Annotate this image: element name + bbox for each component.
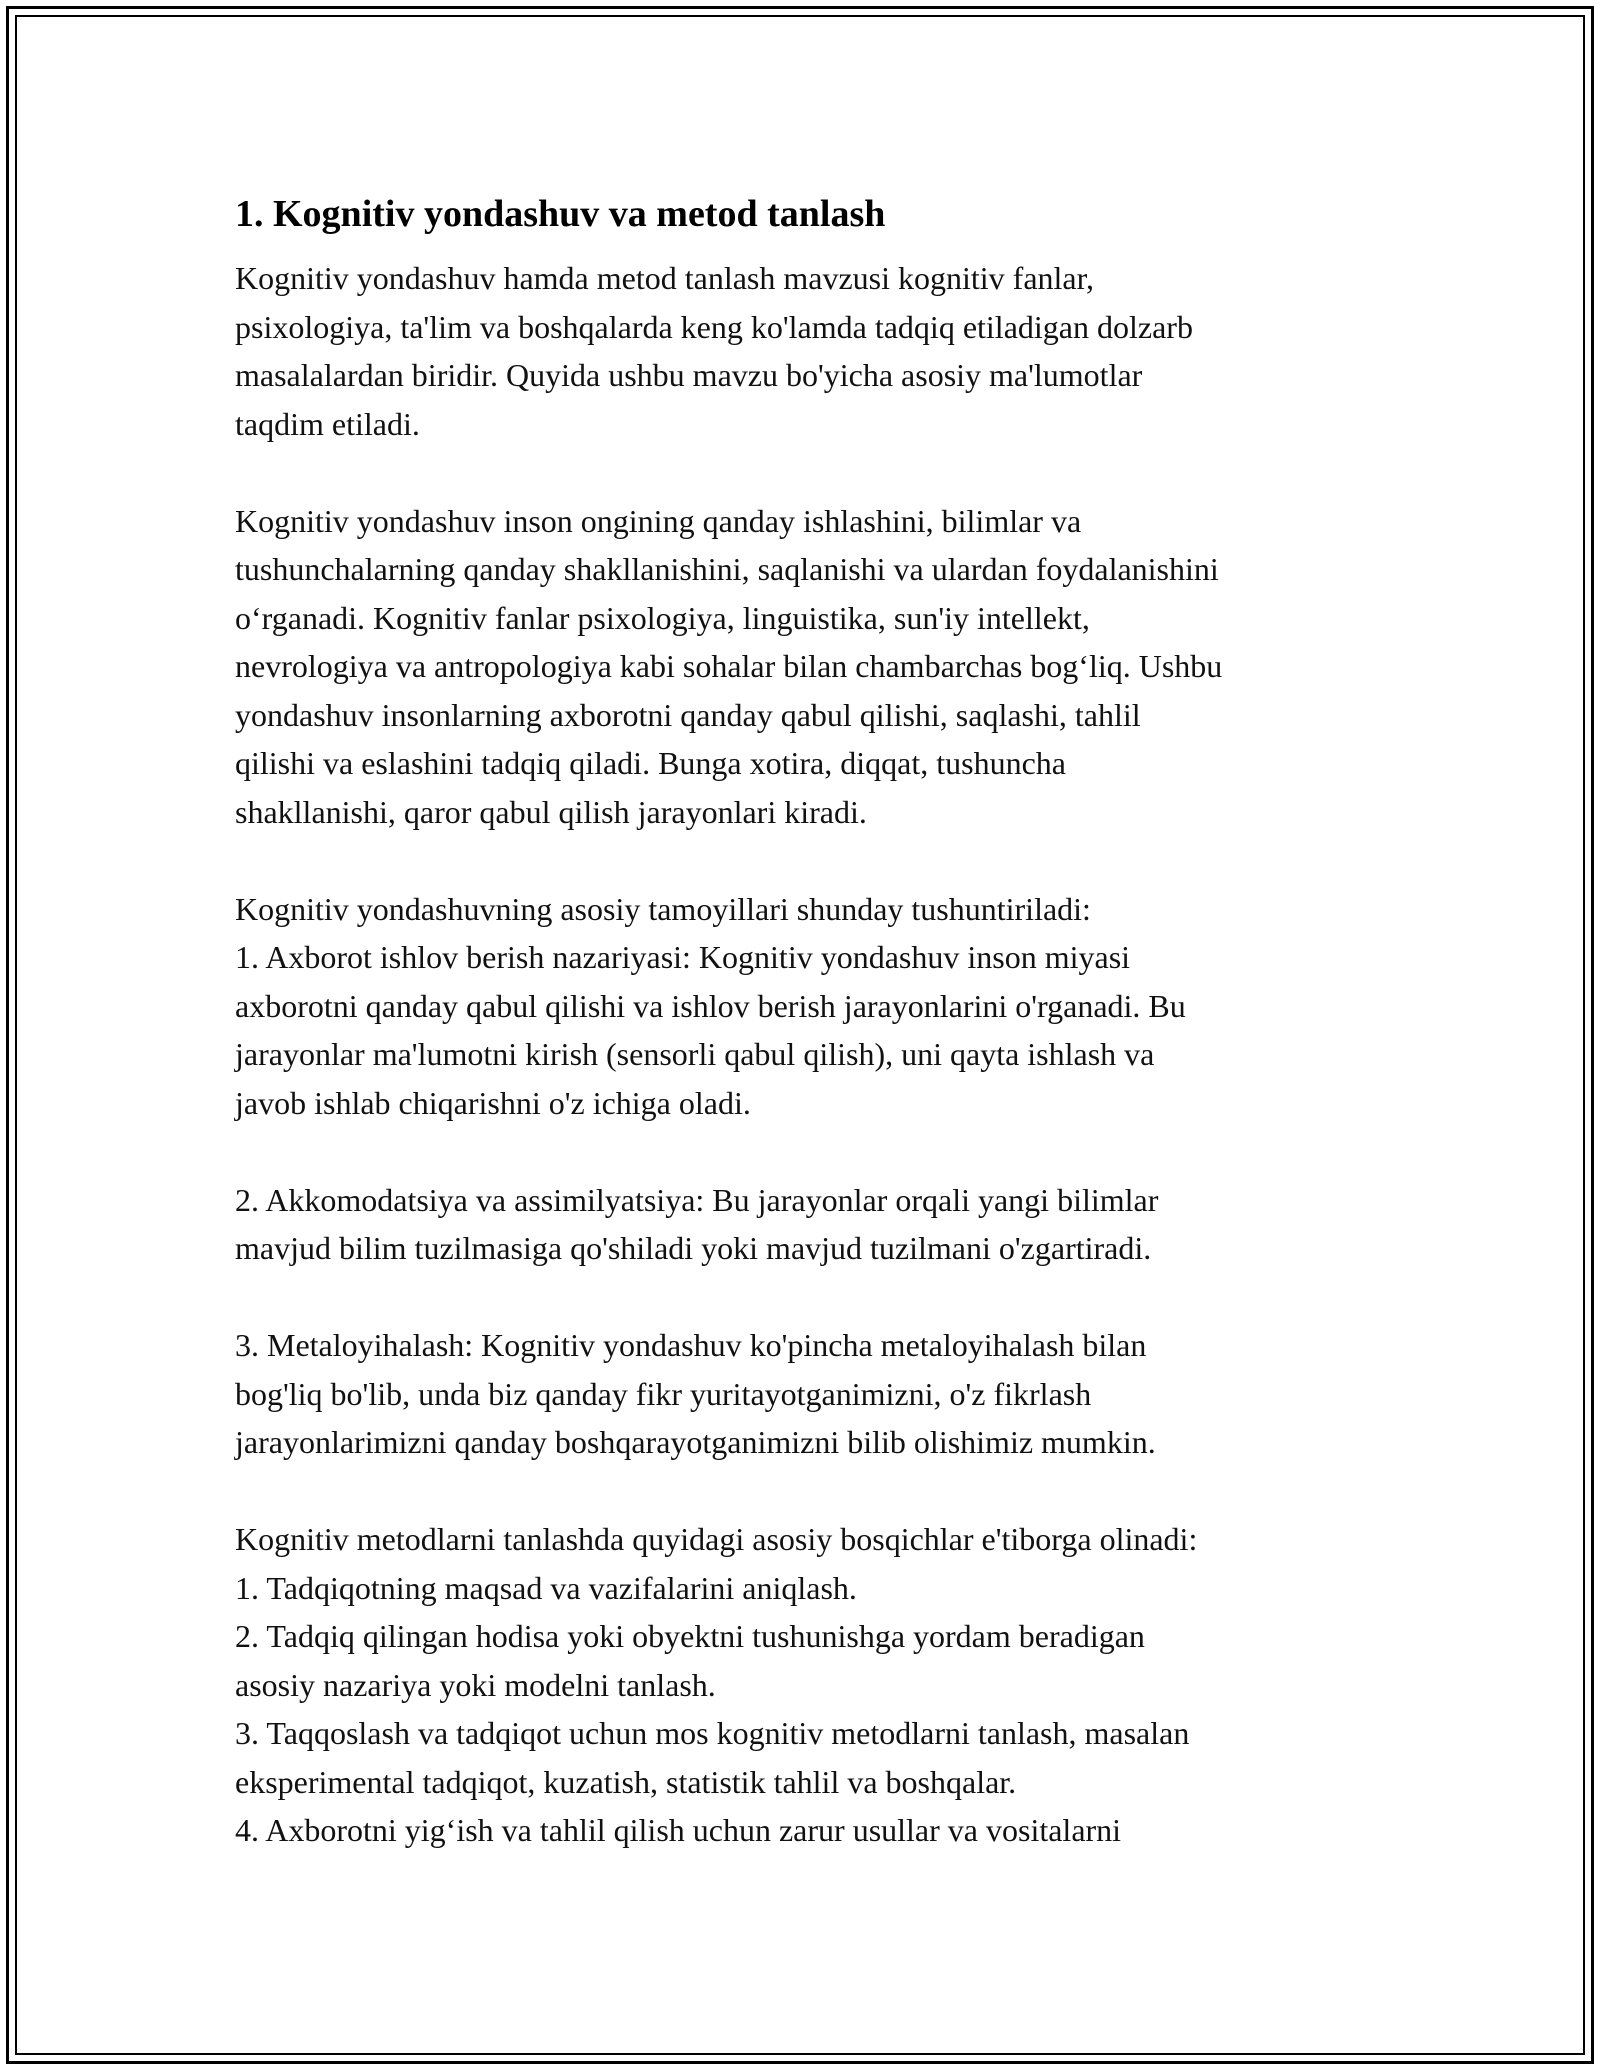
text-line: bog'liq bo'lib, unda biz qanday fikr yuritayotganimizni, o'z fikrlash bbox=[235, 1375, 1092, 1412]
text-line: 4. Axborotni yig‘ish va tahlil qilish uchun zarur usullar va vositalarni bbox=[235, 1812, 1122, 1848]
paragraph-metadesign bbox=[235, 1321, 1375, 1467]
text-line: 3. Metaloyihalash: Kognitiv yondashuv ko'pincha metaloyihalash bilan bbox=[235, 1327, 1147, 1363]
text-line: Kognitiv yondashuv inson ongining qanday ishlashini, bilimlar va bbox=[235, 502, 1082, 539]
text-line: qilishi va eslashini tadqiq qiladi. Bunga xotira, diqqat, tushuncha bbox=[235, 745, 1066, 781]
text-line: jarayonlar ma'lumotni kirish (sensorli qabul qilish), uni qayta ishlash va bbox=[235, 1036, 1155, 1072]
paragraph-intro bbox=[235, 254, 1375, 448]
text-line: nevrologiya va antropologiya kabi sohalar bilan chambarchas bog‘liq. Ushbu bbox=[235, 648, 1223, 684]
text-line: shakllanishi, qaror qabul qilish jarayonlari kiradi. bbox=[235, 793, 867, 830]
paragraph-method-steps bbox=[235, 1515, 1375, 1855]
text-line: taqdim etiladi. bbox=[235, 405, 420, 442]
paragraph-accommodation bbox=[235, 1176, 1375, 1273]
text-line: o‘rganadi. Kognitiv fanlar psixologiya, linguistika, sun'iy intellekt, bbox=[235, 599, 1090, 636]
text-line: 2. Tadqiq qilingan hodisa yoki obyektni tushunishga yordam beradigan bbox=[235, 1618, 1145, 1654]
text-line: 1. Axborot ishlov berish nazariyasi: Kognitiv yondashuv inson miyasi bbox=[235, 939, 1131, 975]
text-line: 3. Taqqoslash va tadqiqot uchun mos kognitiv metodlarni tanlash, masalan bbox=[235, 1715, 1190, 1751]
section-heading: 1. Kognitiv yondashuv va metod tanlash bbox=[235, 193, 886, 235]
paragraph-definition bbox=[235, 497, 1375, 837]
document-body bbox=[235, 188, 1375, 1903]
text-line: axborotni qanday qabul qilishi va ishlov berish jarayonlarini o'rganadi. Bu bbox=[235, 987, 1186, 1024]
text-line: Kognitiv yondashuv hamda metod tanlash mavzusi kognitiv fanlar, bbox=[235, 260, 1094, 296]
text-line: mavjud bilim tuzilmasiga qo'shiladi yoki mavjud tuzilmani o'zgartiradi. bbox=[235, 1230, 1152, 1266]
text-line: jarayonlarimizni qanday boshqarayotganimizni bilib olishimiz mumkin. bbox=[235, 1424, 1156, 1460]
text-line: javob ishlab chiqarishni o'z ichiga oladi. bbox=[235, 1084, 751, 1121]
text-line: tushunchalarning qanday shakllanishini, saqlanishi va ulardan foydalanishini bbox=[235, 551, 1219, 587]
text-line: 1. Tadqiqotning maqsad va vazifalarini aniqlash. bbox=[235, 1569, 857, 1606]
text-line: Kognitiv metodlarni tanlashda quyidagi asosiy bosqichlar e'tiborga olinadi: bbox=[235, 1521, 1198, 1557]
text-line: Kognitiv yondashuvning asosiy tamoyillari shunday tushuntiriladi: bbox=[235, 890, 1091, 927]
text-line: eksperimental tadqiqot, kuzatish, statistik tahlil va boshqalar. bbox=[235, 1763, 1017, 1800]
text-line: masalalardan biridir. Quyida ushbu mavzu bo'yicha asosiy ma'lumotlar bbox=[235, 357, 1143, 393]
text-line: asosiy nazariya yoki modelni tanlash. bbox=[235, 1666, 716, 1703]
text-line: yondashuv insonlarning axborotni qanday qabul qilishi, saqlashi, tahlil bbox=[235, 696, 1141, 733]
paragraph-principles bbox=[235, 885, 1375, 1128]
text-line: 2. Akkomodatsiya va assimilyatsiya: Bu jarayonlar orqali yangi bilimlar bbox=[235, 1181, 1159, 1218]
text-line: psixologiya, ta'lim va boshqalarda keng ko'lamda tadqiq etiladigan dolzarb bbox=[235, 308, 1193, 345]
